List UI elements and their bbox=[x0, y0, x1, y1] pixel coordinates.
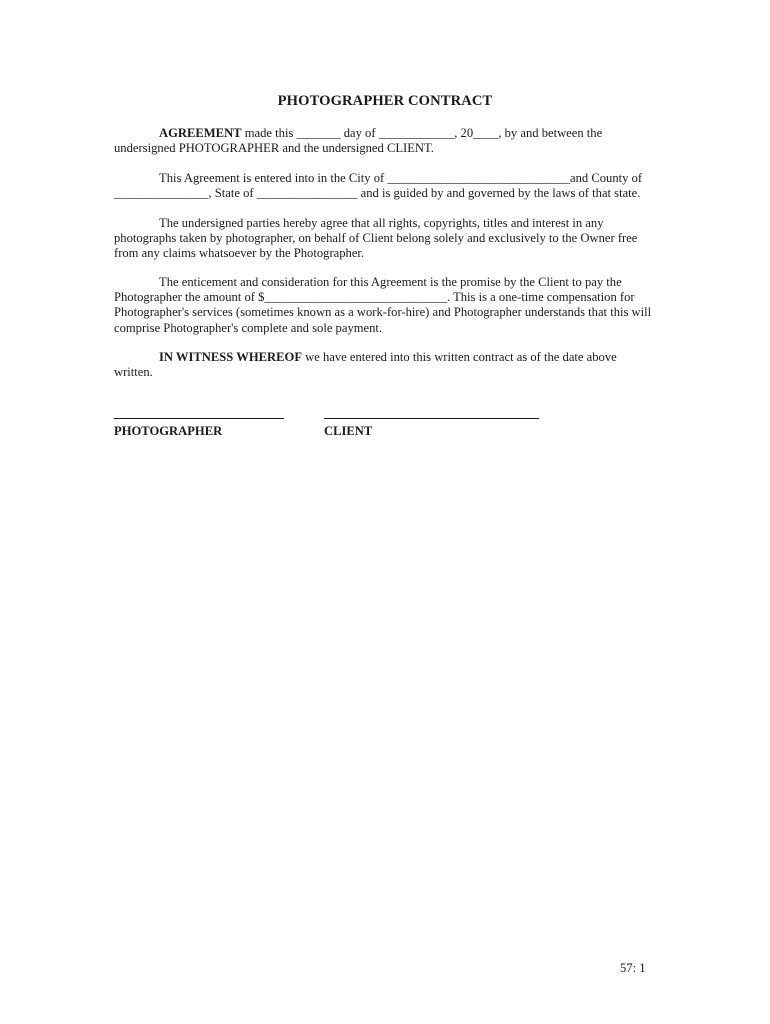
payment-line-3: Photographer's services (sometimes known as a work-for-hire) and Photographer understands that this will bbox=[114, 305, 652, 320]
agreement-line-2: undersigned PHOTOGRAPHER and the undersigned CLIENT. bbox=[114, 141, 434, 156]
witness-line-1-text: we have entered into this written contract as of the date above bbox=[302, 350, 617, 364]
agreement-paragraph bbox=[114, 126, 656, 156]
agreement-line-1-text: made this _______ day of ____________, 20____, by and between the bbox=[241, 126, 603, 140]
rights-line-3: from any claims whatsoever by the Photographer. bbox=[114, 246, 365, 261]
jurisdiction-line-1-text: This Agreement is entered into in the City of _____________________________and County of bbox=[159, 171, 643, 185]
payment-paragraph bbox=[114, 275, 656, 336]
rights-line-1 bbox=[114, 216, 656, 231]
jurisdiction-line-1 bbox=[114, 171, 656, 186]
witness-line-2: written. bbox=[114, 365, 153, 380]
page-footer: 57: 1 bbox=[620, 961, 646, 975]
rights-line-1-text: The undersigned parties hereby agree that all rights, copyrights, titles and interest in any bbox=[159, 216, 604, 230]
rights-line-2: photographs taken by photographer, on behalf of Client belong solely and exclusively to the Owner free bbox=[114, 231, 638, 246]
payment-line-2: Photographer the amount of $_____________________________. This is a one-time compensation for bbox=[114, 290, 635, 305]
client-label: CLIENT bbox=[324, 424, 373, 438]
witness-lead: IN WITNESS WHEREOF bbox=[159, 350, 303, 364]
payment-line-1 bbox=[114, 275, 656, 290]
photographer-label: PHOTOGRAPHER bbox=[114, 424, 223, 438]
photographer-signature-line[interactable] bbox=[114, 418, 284, 419]
rights-paragraph bbox=[114, 216, 656, 262]
witness-paragraph bbox=[114, 350, 656, 380]
jurisdiction-paragraph bbox=[114, 171, 656, 201]
agreement-lead: AGREEMENT bbox=[159, 126, 242, 140]
agreement-line-1 bbox=[114, 126, 656, 141]
document-title: PHOTOGRAPHER CONTRACT bbox=[277, 93, 493, 109]
payment-line-1-text: The enticement and consideration for this Agreement is the promise by the Client to pay the bbox=[159, 275, 622, 289]
witness-line-1 bbox=[114, 350, 656, 365]
client-signature-line[interactable] bbox=[324, 418, 539, 419]
jurisdiction-line-2: _______________, State of ________________ and is guided by and governed by the laws of that state. bbox=[114, 186, 641, 201]
payment-line-4: comprise Photographer's complete and sole payment. bbox=[114, 320, 383, 335]
